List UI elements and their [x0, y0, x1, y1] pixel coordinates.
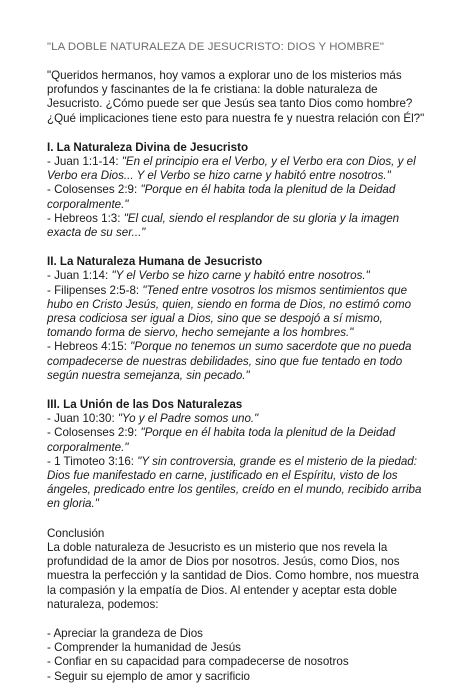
citation-reference: - Juan 1:14:	[47, 269, 112, 283]
citation-reference: - Juan 1:1-14:	[47, 155, 122, 169]
citation	[47, 183, 428, 211]
citation-quote: "En el principio era el Verbo, y el Verbo era con Dios, y el Verbo era Dios... Y el Verbo se hizo carne y habitó entre nosotros."	[47, 155, 416, 183]
citation-quote: "Porque en él habita toda la plenitud de la Deidad corporalmente."	[47, 426, 396, 454]
list-item: - Comprender la humanidad de Jesús	[47, 641, 241, 655]
citation-reference: - Colosenses 2:9:	[47, 183, 141, 197]
conclusion-label: Conclusión	[47, 526, 105, 540]
citation	[47, 269, 428, 283]
citation	[47, 340, 428, 383]
section-human-nature	[47, 255, 428, 383]
list-item: - Confiar en su capacidad para compadecerse de nosotros	[47, 655, 349, 669]
citation-quote: "Yo y el Padre somos uno."	[117, 412, 259, 426]
citation-reference: - Hebreos 1:3:	[47, 211, 124, 225]
citation-reference: - 1 Timoteo 3:16:	[47, 454, 138, 468]
citation-reference: - Hebreos 4:15:	[47, 340, 131, 354]
citation	[47, 212, 428, 240]
section-divine-nature	[47, 141, 428, 240]
citation	[47, 455, 428, 512]
list-item: - Apreciar la grandeza de Dios	[47, 626, 203, 640]
citation-quote: "Y sin controversia, grande es el misterio de la piedad: Dios fue manifestado en carne, justificado en el Espíritu, visto de los ángeles, predicado entre los gentiles, creído en el mundo, recibido arriba en gloria."	[47, 454, 422, 511]
citation-reference: - Filipenses 2:5-8:	[47, 283, 143, 297]
citation-quote: "Tened entre vosotros los mismos sentimientos que hubo en Cristo Jesús, quien, siendo en forma de Dios, no estimó como presa codiciosa ser igual a Dios, sino que se despojó a sí mismo, tomando forma de siervo, hecho semejante a los hombres."	[47, 283, 412, 340]
section-heading: II. La Naturaleza Humana de Jesucristo	[47, 255, 263, 269]
list-item: - Seguir su ejemplo de amor y sacrificio	[47, 669, 250, 683]
section-heading: III. La Unión de las Dos Naturalezas	[47, 398, 243, 412]
citation	[47, 155, 428, 183]
citation-quote: "Porque en él habita toda la plenitud de la Deidad corporalmente."	[47, 183, 396, 211]
citation	[47, 412, 428, 426]
citation-quote: "Porque no tenemos un sumo sacerdote que no pueda compadecerse de nuestras debilidades, sino que fue tentado en todo según nuestra semejanza, sin pecado."	[47, 340, 412, 382]
conclusion-paragraph: La doble naturaleza de Jesucristo es un misterio que nos revela la profundidad de la amor de Dios por nosotros. Jesús, como Dios, nos muestra la perfección y la santidad de Dios. Como hombre, nos muestra la compasión y la empatía de Dios. Al entender y aceptar esta doble naturaleza, podemos:	[47, 540, 419, 611]
intro-paragraph: "Queridos hermanos, hoy vamos a explorar uno de los misterios más profundos y fascinantes de la fe cristiana: la doble naturaleza de Jesucristo. ¿Cómo puede ser que Jesús sea tanto Dios como hombre? ¿Qué implicaciones tiene esto para nuestra fe y nuestra relación con Él?"	[47, 69, 425, 125]
section-heading: I. La Naturaleza Divina de Jesucristo	[47, 140, 249, 154]
citation	[47, 284, 428, 341]
citation-reference: - Colosenses 2:9:	[47, 426, 141, 440]
citation	[47, 426, 428, 454]
section-union-of-natures	[47, 398, 428, 512]
citation-reference: - Juan 10:30:	[47, 412, 118, 426]
conclusion-list	[47, 627, 428, 684]
document-title: "LA DOBLE NATURALEZA DE JESUCRISTO: DIOS Y HOMBRE"	[47, 41, 384, 53]
citation-quote: "El cual, siendo el resplandor de su gloria y la imagen exacta de su ser..."	[47, 211, 400, 240]
citation-quote: "Y el Verbo se hizo carne y habitó entre nosotros."	[111, 269, 370, 283]
